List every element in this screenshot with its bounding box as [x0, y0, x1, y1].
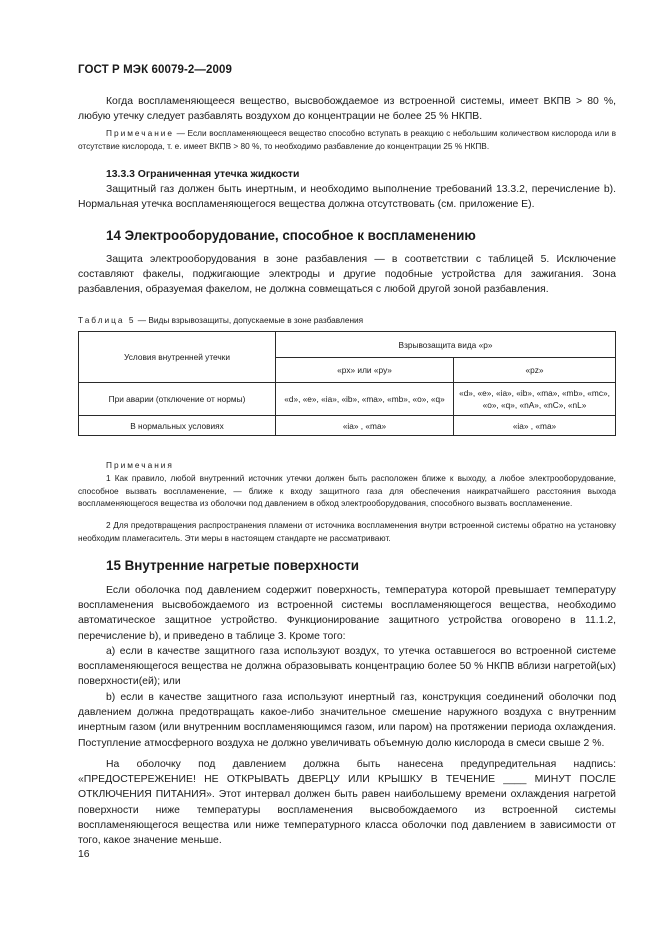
cell-px-py: «d», «e», «ia», «ib», «ma», «mb», «o», «q» — [276, 383, 454, 416]
paragraph-uel-dilution: Когда воспламеняющееся вещество, высвобождаемое из встроенной системы, имеет ВКПВ > 80 %, любую утечку следует разбавлять воздухом до концентрации не более 25 % НКПВ. — [78, 96, 616, 123]
paragraph-section-14: Защита электрооборудования в зоне разбавления — в соответствии с таблицей 5. Исключение составляют факелы, поджигающие электроды и другие подобные устройства для зажигания. Зона разбавления, образуемая факелом, не должна совмещаться с любой другой зоной разбавления. — [78, 254, 616, 296]
table-5-caption — [78, 315, 363, 325]
paragraph-section-15: Если оболочка под давлением содержит поверхность, температура которой превышает температуру воспламенения высвобождаемого из встроенной системы воспламеняющегося вещества, необходимо автоматическое защитное устройство. Функционирование защитного устройства оговорено в 11.1.2, перечисление b), и приведено в таблице 3. Кроме того: — [78, 585, 616, 642]
paragraph-13-3-3: Защитный газ должен быть инертным, и необходимо выполнение требований 13.3.2, перечисление b). Нормальная утечка воспламеняющегося вещества должна отсутствовать (см. приложение Е). — [78, 184, 616, 211]
note-label: Примечание — [106, 128, 175, 138]
heading-13-3-3: 13.3.3 Ограниченная утечка жидкости — [106, 169, 300, 180]
list-item-a: a) если в качестве защитного газа используют воздух, то утечка оставшегося во встроенной системе воспламеняющегося вещества не должна образовывать концентрацию более 50 % НКПВ вблизи нагретой(ых) поверхности(ей); или — [78, 646, 616, 688]
paragraph-warning-label: На оболочку под давлением должна быть нанесена предупредительная надпись: «ПРЕДОСТЕРЕЖЕНИЕ! НЕ ОТКРЫВАТЬ ДВЕРЦУ ИЛИ КРЫШКУ В ТЕЧЕНИЕ ____ МИНУТ ПОСЛЕ ОТКЛЮЧЕНИЯ ПИТАНИЯ». Этот интервал должен быть равен наибольшему времени охлаждения нагретой поверхности ниже температуры воспламенения высвобождаемого из встроенной системы воспламеняющегося вещества или ниже температурного класса оболочки под давлением в зависимости от того, какое значение меньше. — [78, 759, 616, 847]
document-header: ГОСТ Р МЭК 60079-2—2009 — [78, 64, 232, 76]
table-5-title: — Виды взрывозащиты, допускаемые в зоне разбавления — [135, 315, 364, 325]
header-pz: «pz» — [454, 358, 616, 383]
table-row — [79, 383, 616, 416]
cell-condition: В нормальных условиях — [79, 416, 276, 436]
cell-condition: При аварии (отключение от нормы) — [79, 383, 276, 416]
header-px-py: «px» или «py» — [276, 358, 454, 383]
header-conditions: Условия внутренней утечки — [79, 332, 276, 383]
note-1: 1 Как правило, любой внутренний источник утечки должен быть расположен ближе к выходу, а любое электрооборудование, способное вызвать воспламенение, — ближе к входу защитного газа для обеспечения наикратчайшего расстояния выхода воспламеняющегося вещества из оболочки под давлением в обход электрооборудования, способного вызвать воспламенение. — [78, 473, 616, 509]
cell-pz: «ia» , «ma» — [454, 416, 616, 436]
notes-label: Примечания — [106, 460, 174, 470]
cell-px-py: «ia» , «ma» — [276, 416, 454, 436]
list-item-b: b) если в качестве защитного газа используют инертный газ, конструкция соединений оболочки под давлением должна предотвращать какое-либо значительное смешение наружного воздуха с внутренним инертным газом (или внутренним воспламеняющимся газом, или паром) на протяжении периода охлаждения. Поступление атмосферного воздуха не должно увеличивать объемную долю кислорода в смеси свыше 2 %. — [78, 692, 616, 749]
header-protection-group: Взрывозащита вида «р» — [276, 332, 616, 358]
table-5 — [78, 331, 616, 436]
page-number: 16 — [78, 849, 90, 860]
heading-section-15: 15 Внутренние нагретые поверхности — [106, 558, 360, 573]
note-oxygen-reaction — [78, 127, 616, 152]
table-5-label: Таблица 5 — [78, 315, 136, 325]
note-text: — Если воспламеняющееся вещество способно вступать в реакцию с небольшим количеством кислорода или в отсутствие кислорода, т. е. имеет ВКПВ > 80 %, то необходимо разбавление до концентрации 25 % НКПВ. — [78, 128, 616, 151]
table-row — [79, 416, 616, 436]
note-2: 2 Для предотвращения распространения пламени от источника воспламенения внутри встроенной системы обратно на установку необходим пламегаситель. Эти меры в настоящем стандарте не рассматривают. — [78, 520, 616, 543]
heading-section-14: 14 Электрооборудование, способное к воспламенению — [106, 228, 476, 243]
cell-pz: «d», «e», «ia», «ib», «ma», «mb», «mc», «o», «q», «nA», «nC», «nL» — [454, 383, 616, 416]
